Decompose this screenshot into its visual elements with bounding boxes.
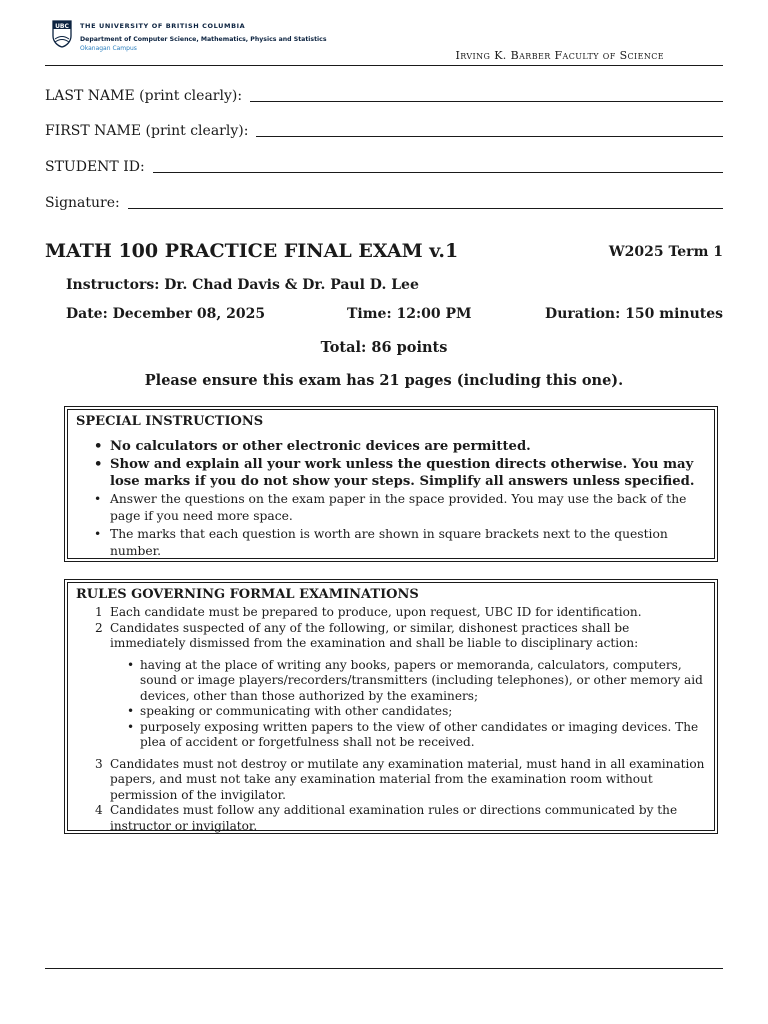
- pages-notice: Please ensure this exam has 21 pages (including this one).: [144, 372, 624, 389]
- signature-field[interactable]: [45, 191, 723, 211]
- rule-item: [82, 605, 708, 621]
- instruction-item: • Show and explain all your work unless the question directs otherwise. You may lose marks if you do not show your steps. Simplify all answers unless specified.: [88, 456, 706, 491]
- rule-sub-item: • speaking or communicating with other candidates;: [110, 704, 708, 720]
- exam-term: W2025 Term 1: [608, 244, 723, 260]
- first-name-field[interactable]: [45, 119, 723, 139]
- exam-time: Time: 12:00 PM: [347, 306, 472, 322]
- exam-date: Date: December 08, 2025: [66, 306, 266, 322]
- special-instructions-list: [88, 438, 706, 561]
- rule-text: Candidates must follow any additional examination rules or directions communicated by the instructor or invigilator.: [110, 803, 678, 833]
- exam-rules-box: [64, 579, 718, 834]
- special-instructions-title: SPECIAL INSTRUCTIONS: [76, 414, 264, 429]
- last-name-line[interactable]: [250, 101, 723, 102]
- university-name: THE UNIVERSITY OF BRITISH COLUMBIA: [80, 22, 246, 30]
- instruction-item: • Answer the questions on the exam paper in the space provided. You may use the back of the page if you need more space.: [88, 491, 706, 526]
- campus-name: Okanagan Campus: [80, 45, 137, 52]
- first-name-line[interactable]: [256, 136, 723, 137]
- ubc-crest-text: [55, 22, 69, 29]
- rule-text: Candidates suspected of any of the following, or similar, dishonest practices shall be immediately dismissed from the examination and shall be liable to disciplinary action:: [110, 620, 639, 650]
- student-id-line[interactable]: [153, 172, 723, 173]
- student-id-label: STUDENT ID:: [45, 159, 145, 175]
- first-name-label: FIRST NAME (print clearly):: [45, 123, 249, 139]
- signature-line[interactable]: [128, 208, 723, 209]
- rule-sub-item: • purposely exposing written papers to the view of other candidates or imaging devices. The plea of accident or forgetfulness shall not be received.: [110, 720, 708, 751]
- rule-sub-item: • having at the place of writing any books, papers or memoranda, calculators, computers, sound or image players/recorders/transmitters (including telephones), or other memory aid devices, other than those authorized by the examiners;: [110, 658, 708, 705]
- footer-rule: [45, 968, 723, 969]
- exam-duration: Duration: 150 minutes: [545, 306, 723, 322]
- ubc-logo-text: UBC: [55, 23, 69, 29]
- instructors: Instructors: Dr. Chad Davis & Dr. Paul D. Lee: [66, 277, 419, 293]
- exam-title: MATH 100 PRACTICE FINAL EXAM v.1: [45, 240, 459, 262]
- rule-item: [82, 803, 708, 834]
- instruction-item: • The marks that each question is worth are shown in square brackets next to the question number.: [88, 526, 706, 561]
- signature-label: Signature:: [45, 195, 120, 211]
- header-rule: [45, 65, 723, 66]
- exam-rules-frame: [67, 582, 715, 831]
- rule-number: 3: [95, 756, 103, 771]
- rule-text: Each candidate must be prepared to produce, upon request, UBC ID for identification.: [110, 605, 642, 619]
- rule-text: Candidates must not destroy or mutilate any examination material, must hand in all examination papers, and must not take any examination material from the examination room without permission of the invigilator.: [110, 756, 705, 802]
- last-name-label: LAST NAME (print clearly):: [45, 88, 243, 104]
- exam-rules-list: [82, 605, 708, 834]
- special-instructions-box: [64, 406, 718, 562]
- rule-sub-list: [110, 658, 708, 751]
- rule-item: [82, 621, 708, 751]
- special-instructions-frame: [67, 409, 715, 559]
- exam-total: Total: 86 points: [320, 339, 448, 356]
- last-name-field[interactable]: [45, 84, 723, 104]
- rule-item: [82, 757, 708, 804]
- student-id-field[interactable]: [45, 155, 723, 175]
- ubc-logo: [52, 20, 332, 56]
- instruction-item: • No calculators or other electronic devices are permitted.: [88, 438, 706, 456]
- faculty-name: Irving K. Barber Faculty of Science: [455, 49, 664, 62]
- exam-rules-title: RULES GOVERNING FORMAL EXAMINATIONS: [76, 587, 419, 602]
- rule-number: 4: [95, 803, 103, 817]
- rule-number: 2: [95, 620, 103, 635]
- department-name: Department of Computer Science, Mathematics, Physics and Statistics: [80, 36, 327, 43]
- rule-number: 1: [95, 605, 103, 619]
